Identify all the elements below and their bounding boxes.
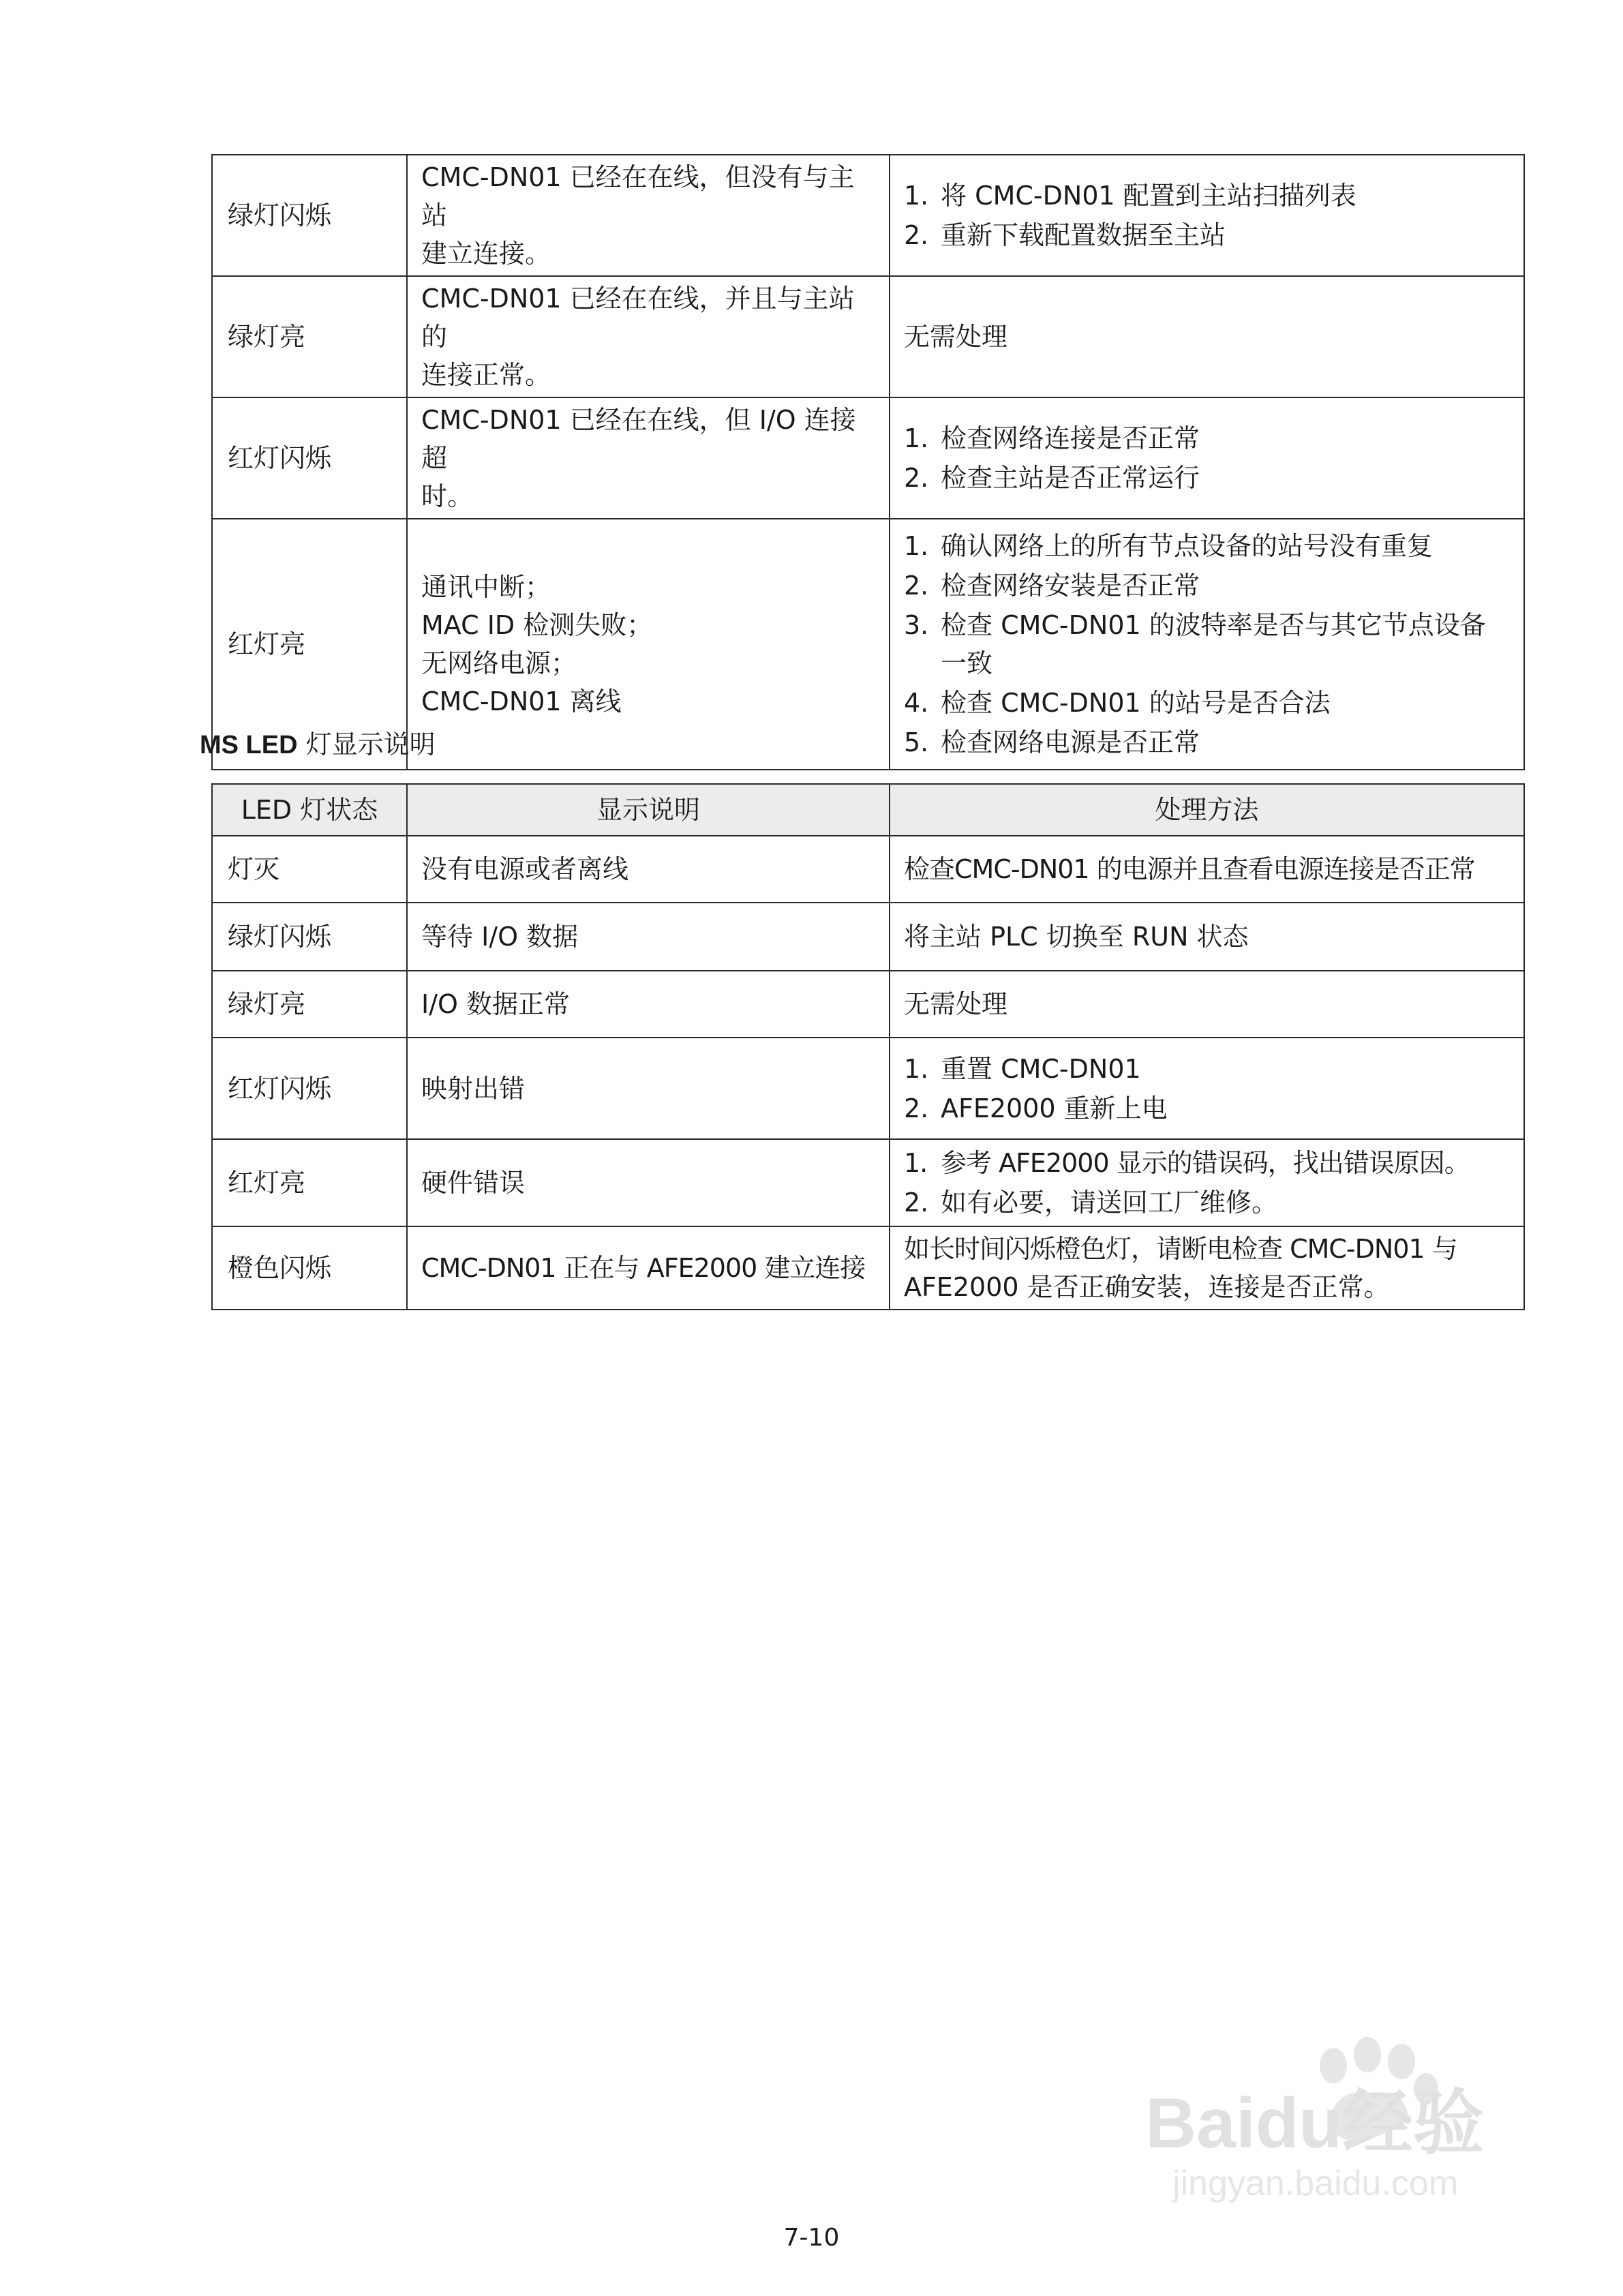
led-state-cell: 红灯闪烁 [212, 1038, 407, 1139]
description-cell: CMC-DN01 已经在在线，但 I/O 连接超 时。 [407, 397, 890, 519]
action-cell: 1. 将 CMC-DN01 配置到主站扫描列表 2. 重新下载配置数据至主站 [890, 155, 1524, 276]
description-cell: 硬件错误 [407, 1139, 890, 1226]
description-cell: CMC-DN01 已经在在线，并且与主站的 连接正常。 [407, 276, 890, 397]
action-cell: 1. 重置 CMC-DN01 2. AFE2000 重新上电 [890, 1038, 1524, 1139]
table-row [212, 971, 1524, 1038]
led-state-cell: 绿灯亮 [212, 276, 407, 397]
table-row [212, 155, 1524, 276]
action-cell: 1. 确认网络上的所有节点设备的站号没有重复 2. 检查网络安装是否正常 3. 检查 CMC-DN01 的波特率是否与其它节点设备一致 4. 检查 CMC-DN01 的站号是否合法 5. 检查网络电源是否正常 [890, 519, 1524, 770]
description-cell: 映射出错 [407, 1038, 890, 1139]
led-state-cell: 红灯亮 [212, 1139, 407, 1226]
table-row [212, 276, 1524, 397]
led-state-cell: 红灯亮 [212, 519, 407, 770]
page-number: 7-10 [783, 2224, 840, 2252]
table-row [212, 1226, 1524, 1310]
action-cell: 检查CMC-DN01 的电源并且查看电源连接是否正常 [890, 836, 1524, 903]
description-cell: 等待 I/O 数据 [407, 903, 890, 971]
action-cell: 如长时间闪烁橙色灯，请断电检查 CMC-DN01 与 AFE2000 是否正确安装，连接是否正常。 [890, 1226, 1524, 1310]
watermark-text: Baidu经验 [1145, 2084, 1484, 2163]
table-header-row [212, 784, 1524, 836]
action-cell: 无需处理 [890, 276, 1524, 397]
column-header: LED 灯状态 [212, 784, 407, 836]
led-state-cell: 绿灯亮 [212, 971, 407, 1038]
led-state-cell: 红灯闪烁 [212, 397, 407, 519]
action-cell: 无需处理 [890, 971, 1524, 1038]
baidu-jingyan-watermark [1132, 2031, 1541, 2209]
section-heading: MS LED 灯显示说明 [200, 729, 436, 759]
ms-led-table [211, 783, 1525, 1310]
action-cell: 将主站 PLC 切换至 RUN 状态 [890, 903, 1524, 971]
led-state-cell: 灯灭 [212, 836, 407, 903]
led-state-cell: 绿灯闪烁 [212, 155, 407, 276]
column-header: 显示说明 [407, 784, 890, 836]
watermark-url: jingyan.baidu.com [1172, 2164, 1459, 2203]
table-row [212, 836, 1524, 903]
action-cell: 1. 参考 AFE2000 显示的错误码，找出错误原因。 2. 如有必要，请送回工厂维修。 [890, 1139, 1524, 1226]
table-row [212, 397, 1524, 519]
column-header: 处理方法 [890, 784, 1524, 836]
led-state-cell: 橙色闪烁 [212, 1226, 407, 1310]
led-status-table-1 [211, 154, 1525, 770]
description-cell: 通讯中断； MAC ID 检测失败； 无网络电源； CMC-DN01 离线 [407, 519, 890, 770]
table-row [212, 903, 1524, 971]
description-cell: CMC-DN01 已经在在线，但没有与主站 建立连接。 [407, 155, 890, 276]
led-state-cell: 绿灯闪烁 [212, 903, 407, 971]
table-row [212, 1038, 1524, 1139]
description-cell: CMC-DN01 正在与 AFE2000 建立连接 [407, 1226, 890, 1310]
table-row [212, 1139, 1524, 1226]
action-cell: 1. 检查网络连接是否正常 2. 检查主站是否正常运行 [890, 397, 1524, 519]
description-cell: 没有电源或者离线 [407, 836, 890, 903]
description-cell: I/O 数据正常 [407, 971, 890, 1038]
